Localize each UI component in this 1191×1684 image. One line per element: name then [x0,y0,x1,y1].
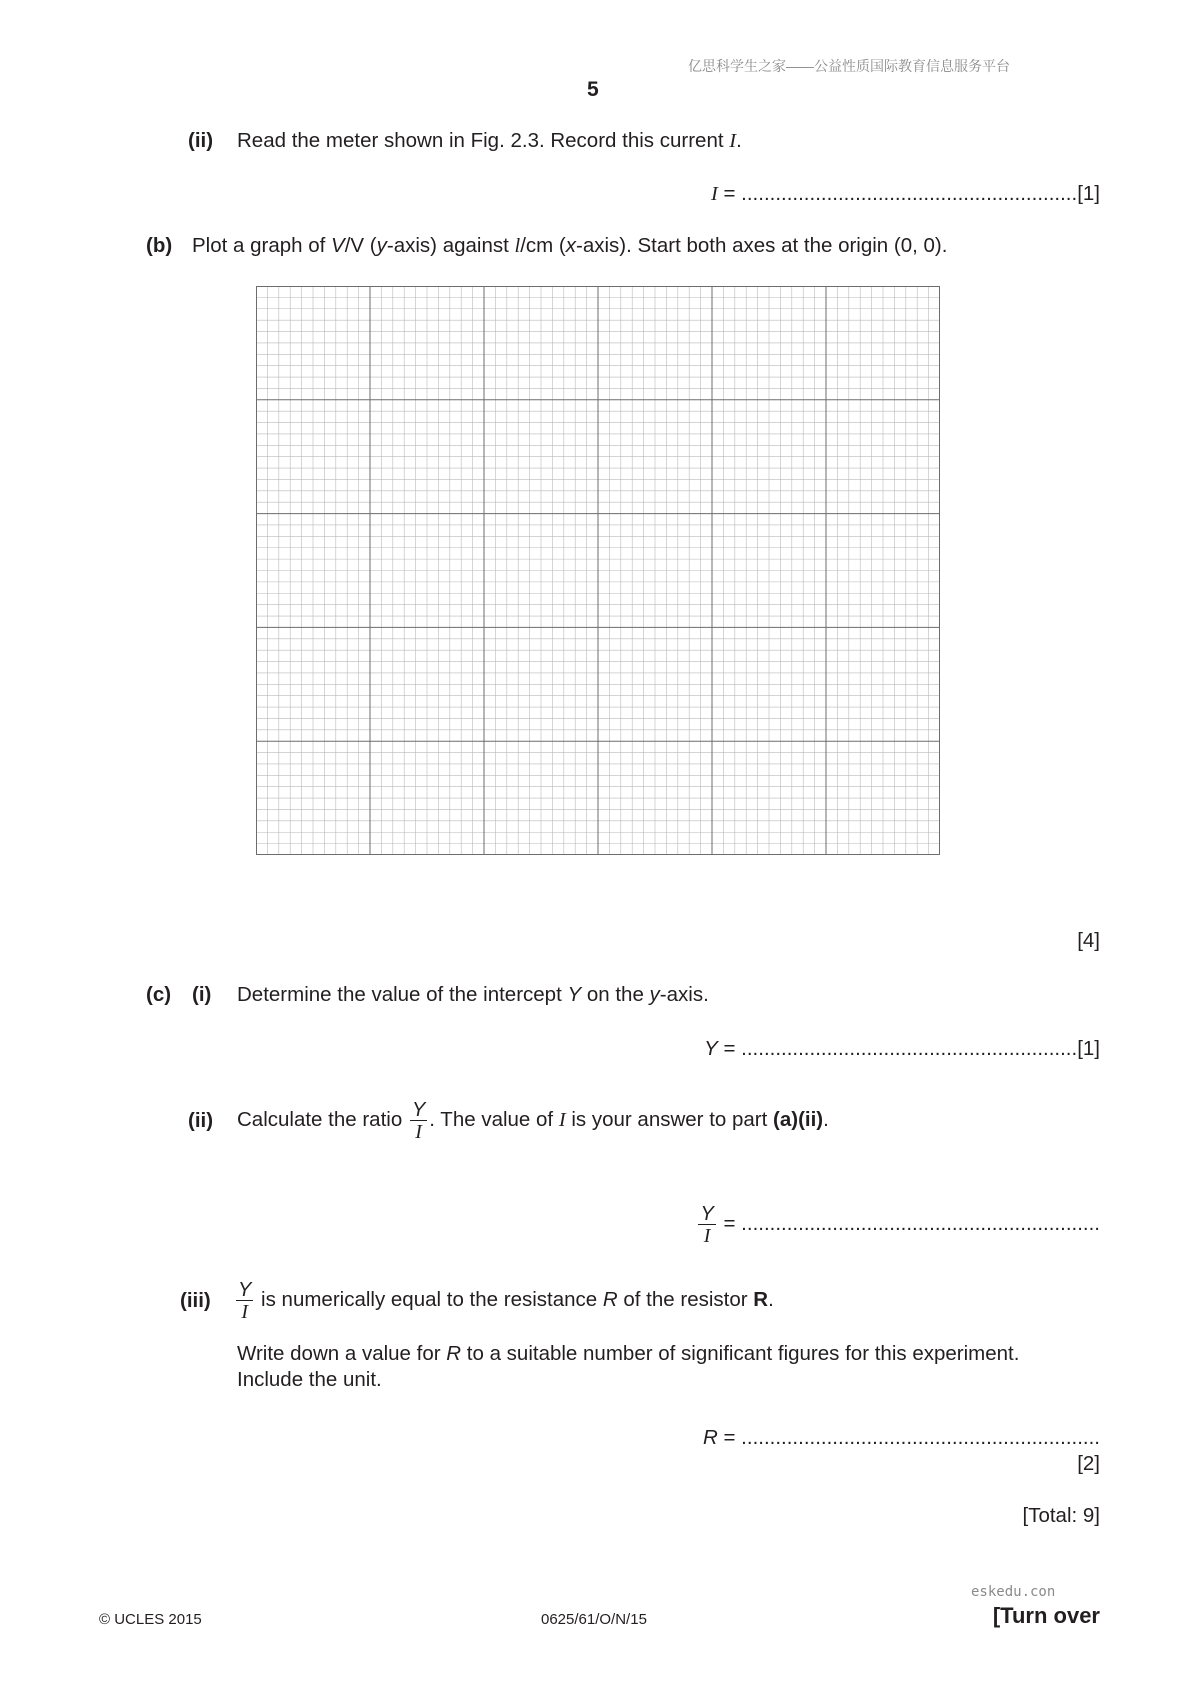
header-watermark: 亿思科学生之家——公益性质国际教育信息服务平台 [688,58,1010,74]
question-label-b: (b) [146,234,173,257]
question-a-ii-text: Read the meter shown in Fig. 2.3. Record this current I. [237,129,742,152]
paper-code: 0625/61/O/N/15 [541,1611,647,1628]
question-c-iii-line1: Write down a value for R to a suitable number of significant figures for this experiment. [237,1342,1020,1365]
marks-c-iii: [2] [1077,1452,1100,1475]
answer-line-intercept[interactable]: Y = ...........................................................[1] [704,1037,1100,1060]
copyright: © UCLES 2015 [99,1611,202,1628]
site-watermark: eskedu.con [971,1584,1056,1600]
question-c-iii-text: $\frac{Y}{I}$ is numerically equal to the resistance R of the resistor R. [238,1278,774,1323]
question-label-c-iii: (iii) [180,1289,211,1312]
graph-grid[interactable] [256,286,940,855]
marks-b: [4] [1077,929,1100,952]
question-label-c-i: (i) [192,983,212,1006]
question-c-ii-text: Calculate the ratio $\frac{Y}{I}$ . The value of I is your answer to part (a)(ii). [237,1098,829,1143]
graph-paper[interactable] [256,286,940,855]
answer-line-current[interactable]: I = ...........................................................[1] [710,182,1100,205]
marks-c-i: [1] [1077,1037,1100,1060]
answer-line-ratio[interactable]: $\frac{Y}{I}$ = ............................................................... [700,1202,1100,1247]
question-label-a-ii: (ii) [188,129,214,152]
turn-over: [Turn over [992,1603,1100,1628]
total-marks: [Total: 9] [1022,1504,1100,1527]
answer-line-resistance[interactable]: R = ............................................................... [702,1426,1100,1449]
question-b-text: Plot a graph of V/V (y-axis) against l/cm (x-axis). Start both axes at the origin (0, 0). [192,234,948,257]
ratio-fraction: $\frac{Y}{I}$ [411,1098,426,1143]
marks-a-ii: [1] [1077,182,1100,205]
question-label-c: (c) [146,983,172,1006]
question-label-c-ii: (ii) [188,1109,214,1132]
page-number: 5 [587,78,599,101]
question-c-i-text: Determine the value of the intercept Y on the y-axis. [237,983,709,1006]
question-c-iii-line2: Include the unit. [237,1368,382,1391]
